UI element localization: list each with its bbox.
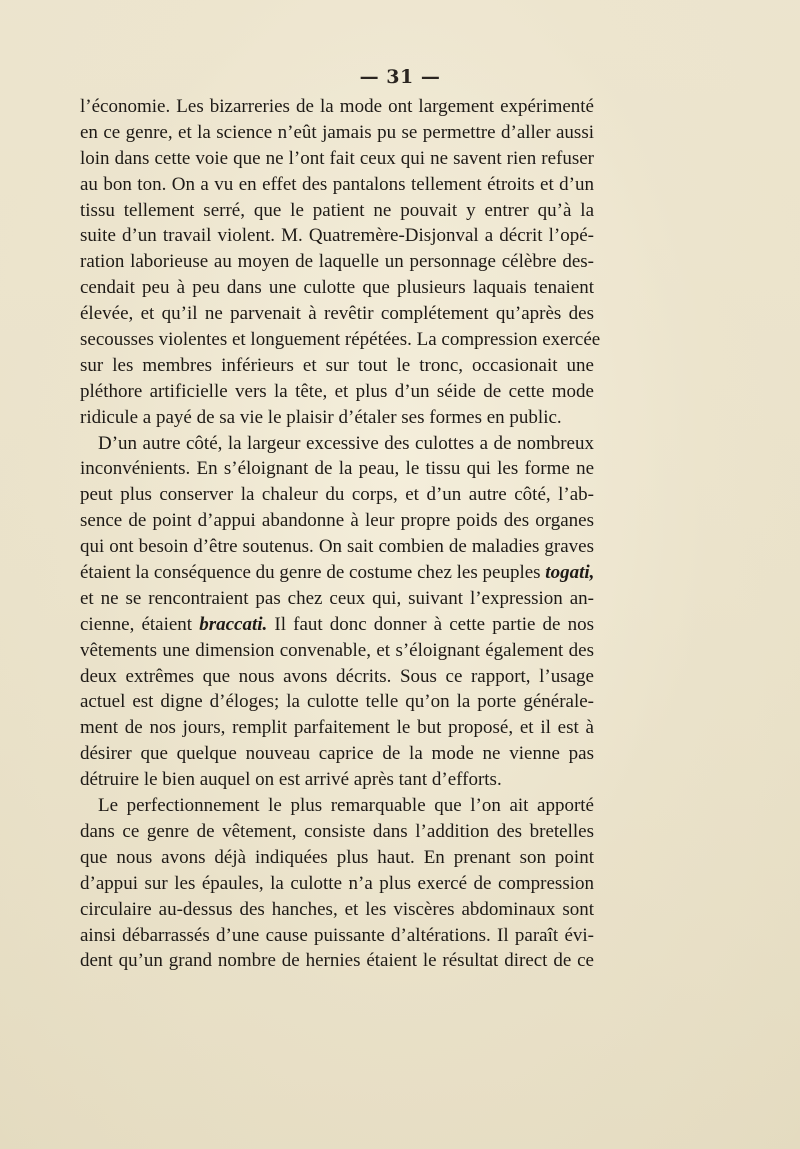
text-run: sence de point d’appui abandonne à leur propre poids des organes — [80, 510, 594, 532]
text-line — [80, 845, 594, 871]
text-line — [80, 638, 594, 664]
text-line — [80, 897, 594, 923]
text-run: étaient la conséquence du genre de costume chez les peuples — [80, 562, 546, 584]
body-text — [80, 94, 601, 974]
text-run: Il faut donc donner à cette partie de nos — [267, 613, 594, 635]
text-line — [80, 353, 594, 379]
text-line — [80, 172, 594, 198]
text-line — [80, 94, 594, 120]
text-line — [80, 612, 594, 638]
text-line — [80, 198, 594, 224]
text-run: ridicule a payé de sa vie le plaisir d’étaler ses formes en public. — [80, 406, 562, 428]
text-run: suite d’un travail violent. M. Quatremère-Disjonval a décrit l’opé- — [80, 225, 594, 247]
text-run: cienne, étaient — [80, 613, 200, 635]
text-line — [80, 534, 594, 560]
text-line — [80, 586, 594, 612]
text-run: dans ce genre de vêtement, consiste dans l’addition des bretelles — [80, 820, 594, 842]
text-line — [80, 508, 594, 534]
text-run: d’appui sur les épaules, la culotte n’a plus exercé de compression — [80, 872, 594, 894]
text-line — [80, 301, 594, 327]
text-line — [80, 689, 594, 715]
text-line — [80, 948, 594, 974]
text-run: ment de nos jours, remplit parfaitement le but proposé, et il est à — [80, 717, 594, 739]
text-line — [80, 223, 594, 249]
text-line — [80, 431, 594, 457]
text-run: pléthore artificielle vers la tête, et plus d’un séide de cette mode — [80, 380, 594, 402]
text-line — [80, 482, 594, 508]
text-line — [80, 715, 594, 741]
text-run: secousses violentes et longuement répétées. La compression exercée — [80, 329, 601, 351]
text-run: en ce genre, et la science n’eût jamais pu se permettre d’aller aussi — [80, 121, 594, 143]
text-line — [80, 405, 594, 431]
text-run: et ne se rencontraient pas chez ceux qui, suivant l’expression an- — [80, 587, 594, 609]
text-run: tissu tellement serré, que le patient ne pouvait y entrer qu’à la — [80, 199, 594, 221]
text-line — [80, 379, 594, 405]
page-number: — 31 — — [359, 66, 441, 88]
text-run: actuel est digne d’éloges; la culotte telle qu’on la porte générale- — [80, 691, 594, 713]
text-run: deux extrêmes que nous avons décrits. Sous ce rapport, l’usage — [80, 665, 594, 687]
text-line — [80, 741, 594, 767]
text-line — [80, 664, 594, 690]
text-run: inconvénients. En s’éloignant de la peau, le tissu qui les forme ne — [80, 458, 594, 480]
text-line — [80, 249, 594, 275]
text-run: au bon ton. On a vu en effet des pantalons tellement étroits et d’un — [80, 173, 594, 195]
text-run: loin dans cette voie que ne l’ont fait ceux qui ne savent rien refuser — [80, 147, 594, 169]
text-run: peut plus conserver la chaleur du corps, et d’un autre côté, l’ab- — [80, 484, 594, 506]
text-line — [80, 327, 601, 353]
text-run: l’économie. Les bizarreries de la mode ont largement expérimenté — [80, 96, 594, 117]
text-line — [80, 793, 594, 819]
text-run: désirer que quelque nouveau caprice de la mode ne vienne pas — [80, 743, 594, 765]
text-line — [80, 456, 594, 482]
text-run: ration laborieuse au moyen de laquelle un personnage célèbre des- — [80, 251, 594, 273]
text-line — [80, 819, 594, 845]
text-run: Le perfectionnement le plus remarquable que l’on ait apporté — [98, 795, 594, 817]
text-line — [80, 120, 594, 146]
text-run: cendait peu à peu dans une culotte que plusieurs laquais tenaient — [80, 277, 594, 299]
text-line — [80, 923, 594, 949]
text-line — [80, 560, 594, 586]
text-line — [80, 767, 594, 793]
text-run: élevée, et qu’il ne parvenait à revêtir complétement qu’après des — [80, 303, 594, 325]
text-line — [80, 146, 594, 172]
text-line — [80, 275, 594, 301]
text-run: détruire le bien auquel on est arrivé après tant d’efforts. — [80, 769, 502, 791]
text-run: que nous avons déjà indiquées plus haut. En prenant son point — [80, 846, 594, 868]
text-run: sur les membres inférieurs et sur tout le tronc, occasionait une — [80, 354, 594, 376]
italic-term: braccati. — [199, 613, 268, 635]
text-run: circulaire au-dessus des hanches, et les viscères abdominaux sont — [80, 898, 594, 920]
text-run: qui ont besoin d’être soutenus. On sait combien de maladies graves — [80, 536, 594, 558]
text-run: vêtements une dimension convenable, et s’éloignant également des — [80, 639, 594, 661]
text-run: ainsi débarrassés d’une cause puissante d’altérations. Il paraît évi- — [80, 924, 594, 946]
text-line — [80, 871, 594, 897]
text-run: D’un autre côté, la largeur excessive des culottes a de nombreux — [98, 432, 594, 454]
italic-term: togati, — [545, 562, 595, 584]
text-run: dent qu’un grand nombre de hernies étaient le résultat direct de ce — [80, 950, 594, 972]
